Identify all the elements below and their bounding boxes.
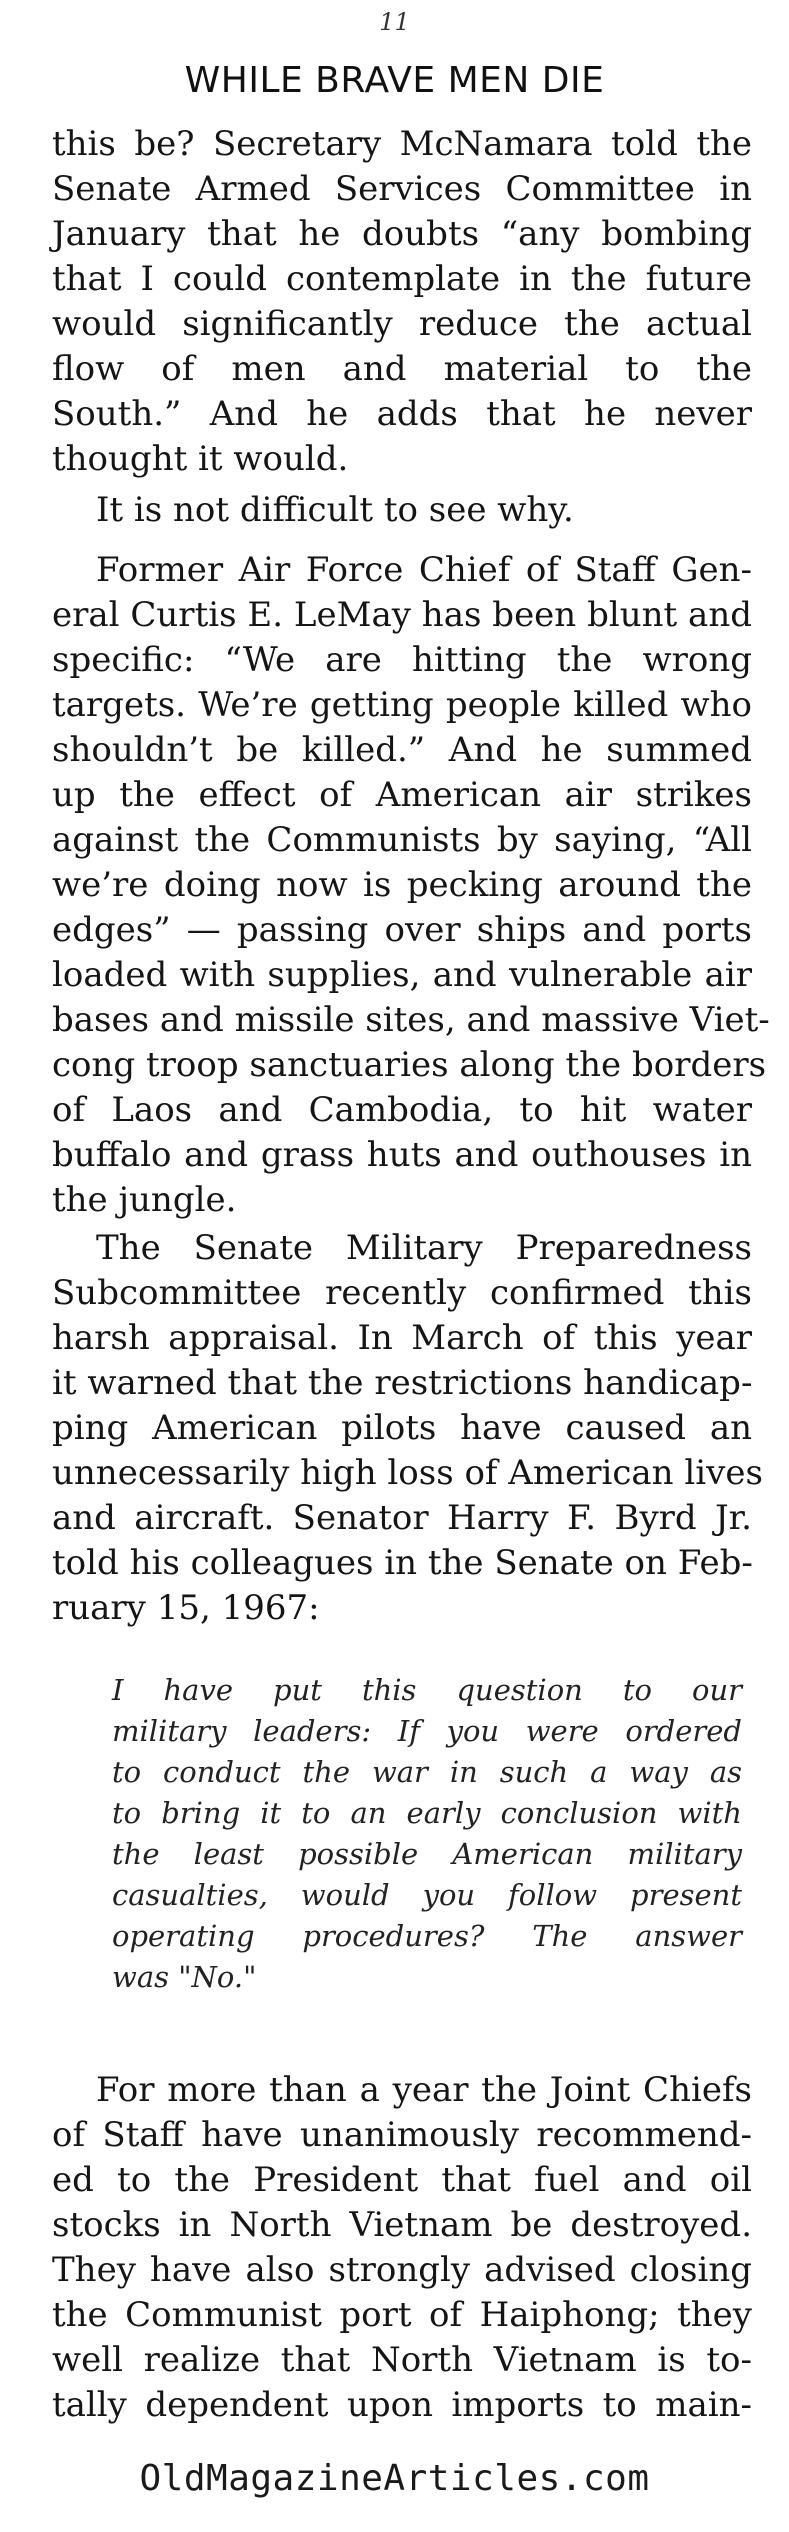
text-line: loaded with supplies, and vulnerable air	[52, 955, 752, 995]
text-line: against the Communists by saying, “All	[52, 820, 752, 860]
text-line: thought it would.	[52, 439, 349, 479]
text-line: eral Curtis E. LeMay has been blunt and	[52, 595, 752, 635]
site-watermark: OldMagazineArticles.com	[139, 2458, 650, 2499]
page-number: 11	[379, 8, 410, 36]
text-line: Senate Armed Services Committee in	[52, 169, 752, 209]
quote-line: military leaders: If you were ordered	[112, 1714, 742, 1748]
text-line: that I could contemplate in the future	[52, 259, 752, 299]
quote-line: to conduct the war in such a way as	[112, 1755, 742, 1789]
text-line: South.” And he adds that he never	[52, 394, 752, 434]
paragraph-3	[52, 548, 770, 1223]
text-line: edges” — passing over ships and ports	[52, 910, 752, 950]
text-line: Subcommittee recently confirmed this	[52, 1273, 752, 1313]
quote-line: operating procedures? The answer	[112, 1919, 742, 1953]
text-line: shouldn’t be killed.” And he summed	[52, 730, 752, 770]
text-line: cong troop sanctuaries along the borders	[52, 1045, 767, 1085]
text-line: unnecessarily high loss of American lives	[52, 1453, 763, 1493]
text-line: the jungle.	[52, 1180, 237, 1220]
text-line: tally dependent upon imports to main-	[52, 2385, 752, 2425]
text-line: They have also strongly advised closing	[52, 2250, 752, 2290]
quote-line: was "No."	[112, 1960, 257, 1994]
text-line: The Senate Military Preparedness	[96, 1228, 752, 1268]
paragraph-2	[52, 488, 752, 533]
text-line: ping American pilots have caused an	[52, 1408, 752, 1448]
text-line: ed to the President that fuel and oil	[52, 2160, 752, 2200]
text-line: January that he doubts “any bombing	[52, 214, 752, 254]
paragraph-1	[52, 122, 752, 482]
text-line: and aircraft. Senator Harry F. Byrd Jr.	[52, 1498, 752, 1538]
text-line: buffalo and grass huts and outhouses in	[52, 1135, 752, 1175]
text-line: of Laos and Cambodia, to hit water	[52, 1090, 752, 1130]
text-line: well realize that North Vietnam is to-	[52, 2340, 752, 2380]
quote-line: to bring it to an early conclusion with	[112, 1796, 742, 1830]
text-line: up the effect of American air strikes	[52, 775, 752, 815]
text-line: bases and missile sites, and massive Viet-	[52, 1000, 770, 1040]
paragraph-4	[52, 1226, 763, 1631]
text-line: It is not difficult to see why.	[96, 490, 574, 530]
paragraph-5	[52, 2068, 752, 2428]
text-line: stocks in North Vietnam be destroyed.	[52, 2205, 752, 2245]
text-line: of Staff have unanimously recommend-	[52, 2115, 752, 2155]
text-line: told his colleagues in the Senate on Feb-	[52, 1543, 753, 1583]
text-line: specific: “We are hitting the wrong	[52, 640, 752, 680]
text-line: harsh appraisal. In March of this year	[52, 1318, 752, 1358]
text-line: For more than a year the Joint Chiefs	[96, 2070, 752, 2110]
text-line: flow of men and material to the	[52, 349, 752, 389]
quote-line: I have put this question to our	[112, 1673, 742, 1707]
text-line: targets. We’re getting people killed who	[52, 685, 752, 725]
text-line: Former Air Force Chief of Staff Gen-	[96, 550, 752, 590]
text-line: the Communist port of Haiphong; they	[52, 2295, 752, 2335]
block-quote	[112, 1670, 742, 1998]
text-line: ruary 15, 1967:	[52, 1588, 320, 1628]
text-line: this be? Secretary McNamara told the	[52, 124, 752, 164]
text-line: it warned that the restrictions handicap-	[52, 1363, 753, 1403]
article-title: WHILE BRAVE MEN DIE	[184, 60, 605, 101]
text-line: we’re doing now is pecking around the	[52, 865, 752, 905]
quote-line: the least possible American military	[112, 1837, 742, 1871]
text-line: would significantly reduce the actual	[52, 304, 752, 344]
quote-line: casualties, would you follow present	[112, 1878, 742, 1912]
